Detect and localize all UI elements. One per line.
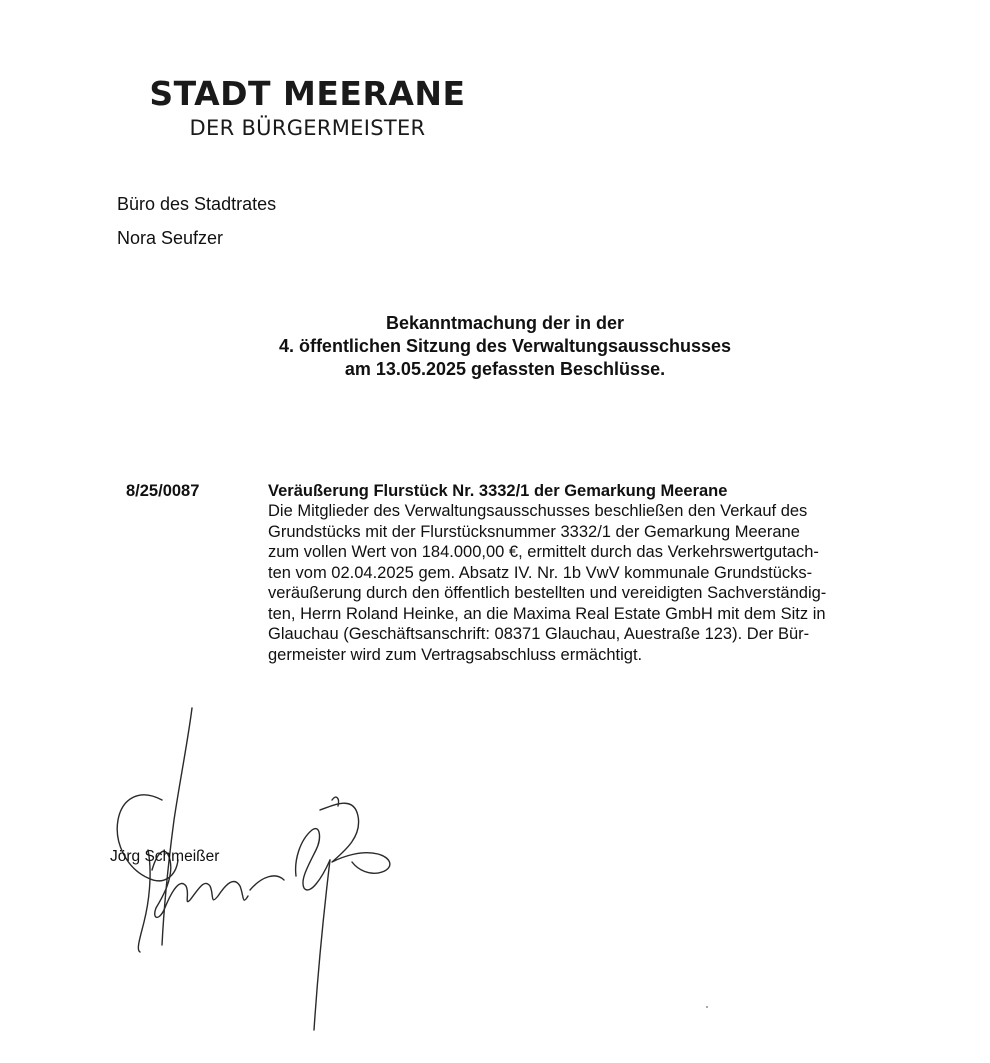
resolution-text-line: germeister wird zum Vertragsabschluss ermächtigt. (268, 645, 643, 664)
resolution-text-line: Glauchau (Geschäftsanschrift: 08371 Glauchau, Auestraße 123). Der Bür- (268, 625, 810, 643)
resolution-text-line: ten vom 02.04.2025 gem. Absatz IV. Nr. 1b VwV kommunale Grundstücks- (268, 563, 813, 582)
resolution-text-line: Grundstücks mit der Flurstücksnummer 3332/1 der Gemarkung Meerane (268, 522, 800, 541)
resolution-text-line: zum vollen Wert von 184.000,00 €, ermittelt durch das Verkehrswertgutach- (268, 543, 819, 561)
announcement-headline (180, 312, 830, 381)
office-title: DER BÜRGERMEISTER (189, 116, 426, 140)
signature-block (100, 700, 420, 1050)
resolution-text-line: Die Mitglieder des Verwaltungsausschusses beschließen den Verkauf des (268, 502, 808, 520)
sender-department: Büro des Stadtrates (117, 194, 277, 214)
resolution-text-line: veräußerung durch den öffentlich bestellten und vereidigten Sachverständig- (268, 584, 827, 602)
city-name: STADT MEERANE (149, 74, 466, 113)
resolution-content (268, 481, 878, 665)
resolution-number: 8/25/0087 (126, 482, 200, 500)
resolution-text-line: ten, Herrn Roland Heinke, an die Maxima Real Estate GmbH mit dem Sitz in (268, 604, 826, 623)
headline-line: am 13.05.2025 gefassten Beschlüsse. (344, 359, 666, 379)
headline-line: 4. öffentlichen Sitzung des Verwaltungsausschusses (278, 336, 732, 356)
scan-speck (706, 1006, 708, 1008)
sender-name: Nora Seufzer (117, 228, 224, 248)
handwritten-signature-icon (100, 700, 420, 1050)
letterhead (0, 74, 615, 142)
resolution-title: Veräußerung Flurstück Nr. 3332/1 der Gemarkung Meerane (268, 482, 728, 500)
headline-line: Bekanntmachung der in der (385, 313, 625, 333)
signer-name: Jörg Schmeißer (110, 848, 220, 865)
